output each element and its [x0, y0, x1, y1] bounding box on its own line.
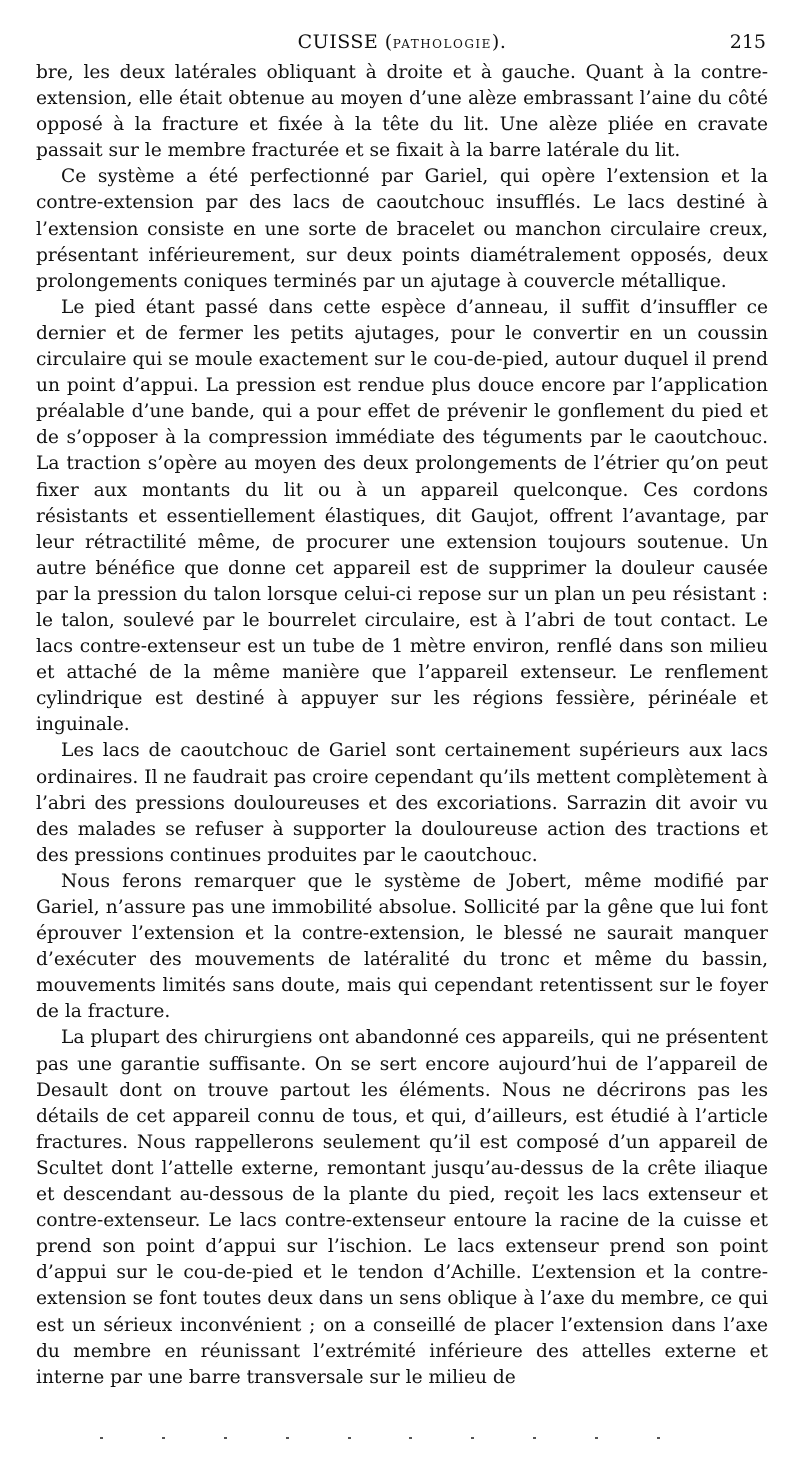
running-title-section: PATHOLOGIE [392, 37, 492, 51]
running-title-close: ). [491, 31, 507, 53]
running-title-main: CUISSE ( [297, 31, 393, 53]
paragraph-3: Le pied étant passé dans cette espèce d’anneau, il suffit d’insuffler ce dernier et de fermer les petits ajutages, pour le convertir en un coussin circulaire qui se moule exactement sur le cou-de-pied, autour duquel il prend un point d’appui. La pression est rendue plus douce encore par l’application préalable d’une bande, qui a pour effet de prévenir le gonflement du pied et de s’opposer à la compression immédiate des téguments par le caoutchouc. La traction s’opère au moyen des deux prolongements de l’étrier qu’on peut fixer aux montants du lit ou à un appareil quelconque. Ces cordons résistants et essentiellement élastiques, dit Gaujot, offrent l’avantage, par leur rétractilité même, de procurer une extension toujours soutenue. Un autre bénéfice que donne cet appareil est de supprimer la douleur causée par la pression du talon lorsque celui-ci repose sur un plan un peu résistant : le talon, soulevé par le bourrelet circulaire, est à l’abri de tout contact. Le lacs contre-extenseur est un tube de 1 mètre environ, renflé dans son milieu et attaché de la même manière que l’appareil extenseur. Le renflement cylindrique est destiné à appuyer sur les régions fessière, périnéale et inguinale. [36, 296, 768, 736]
speck [100, 1437, 103, 1439]
paragraph-4: Les lacs de caoutchouc de Gariel sont certainement supérieurs aux lacs ordinaires. Il ne faudrait pas croire cependant qu’ils mettent complètement à l’abri des pressions douloureuses et des excoriations. Sarrazin dit avoir vu des malades se refuser à supporter la douloureuse action des tractions et des pressions continues produites par le caoutchouc. [36, 740, 768, 866]
speck [657, 1437, 660, 1439]
running-head [36, 28, 768, 56]
page-number: 215 [729, 31, 766, 53]
speck [533, 1437, 536, 1439]
running-title [36, 28, 768, 58]
paragraph-6: La plupart des chirurgiens ont abandonné ces appareils, qui ne présentent pas une garantie suffisante. On se sert encore aujourd’hui de l’appareil de Desault dont on trouve partout les éléments. Nous ne décrirons pas les détails de cet appareil connu de tous, et qui, d’ailleurs, est étudié à l’article fractures. Nous rappellerons seulement qu’il est composé d’un appareil de Scultet dont l’attelle externe, remontant jusqu’au-dessus de la crête iliaque et descendant au-dessous de la plante du pied, reçoit les lacs extenseur et contre-extenseur. Le lacs contre-extenseur entoure la racine de la cuisse et prend son point d’appui sur l’ischion. Le lacs extenseur prend son point d’appui sur le cou-de-pied et le tendon d’Achille. L’extension et la contre-extension se font toutes deux dans un sens oblique à l’axe du membre, ce qui est un sérieux inconvénient ; on a conseillé de placer l’extension dans l’axe du membre en réunissant l’extrémité inférieure des attelles externe et interne par une barre transversale sur le milieu de [36, 1027, 768, 1388]
book-page [36, 28, 768, 1391]
speck [348, 1437, 351, 1439]
paragraph-2: Ce système a été perfectionné par Gariel, qui opère l’extension et la contre-extension par des lacs de caoutchouc insufflés. Le lacs destiné à l’extension consiste en une sorte de bracelet ou manchon circulaire creux, présentant inférieurement, sur deux points diamétralement opposés, deux prolongements coniques terminés par un ajutage à couvercle métallique. [36, 166, 768, 292]
speck [286, 1437, 289, 1439]
speck [162, 1437, 165, 1439]
paragraph-5: Nous ferons remarquer que le système de Jobert, même modifié par Gariel, n’assure pas une immobilité absolue. Sollicité par la gêne que lui font éprouver l’extension et la contre-extension, le blessé ne saurait manquer d’exécuter des mouvements de latéralité du tronc et même du bassin, mouvements limités sans doute, mais qui cependant retentissent sur le foyer de la fracture. [36, 870, 768, 1023]
speck [595, 1437, 598, 1439]
paragraph-1: bre, les deux latérales obliquant à droite et à gauche. Quant à la contre-extension, elle était obtenue au moyen d’une alèze embrassant l’aine du côté opposé à la fracture et fixée à la tête du lit. Une alèze pliée en cravate passait sur le membre fracturée et se fixait à la barre latérale du lit. [36, 62, 768, 162]
speck [224, 1437, 227, 1439]
speck [409, 1437, 412, 1439]
page-bottom-specks [100, 1434, 660, 1442]
body-text [36, 60, 768, 1391]
speck [471, 1437, 474, 1439]
